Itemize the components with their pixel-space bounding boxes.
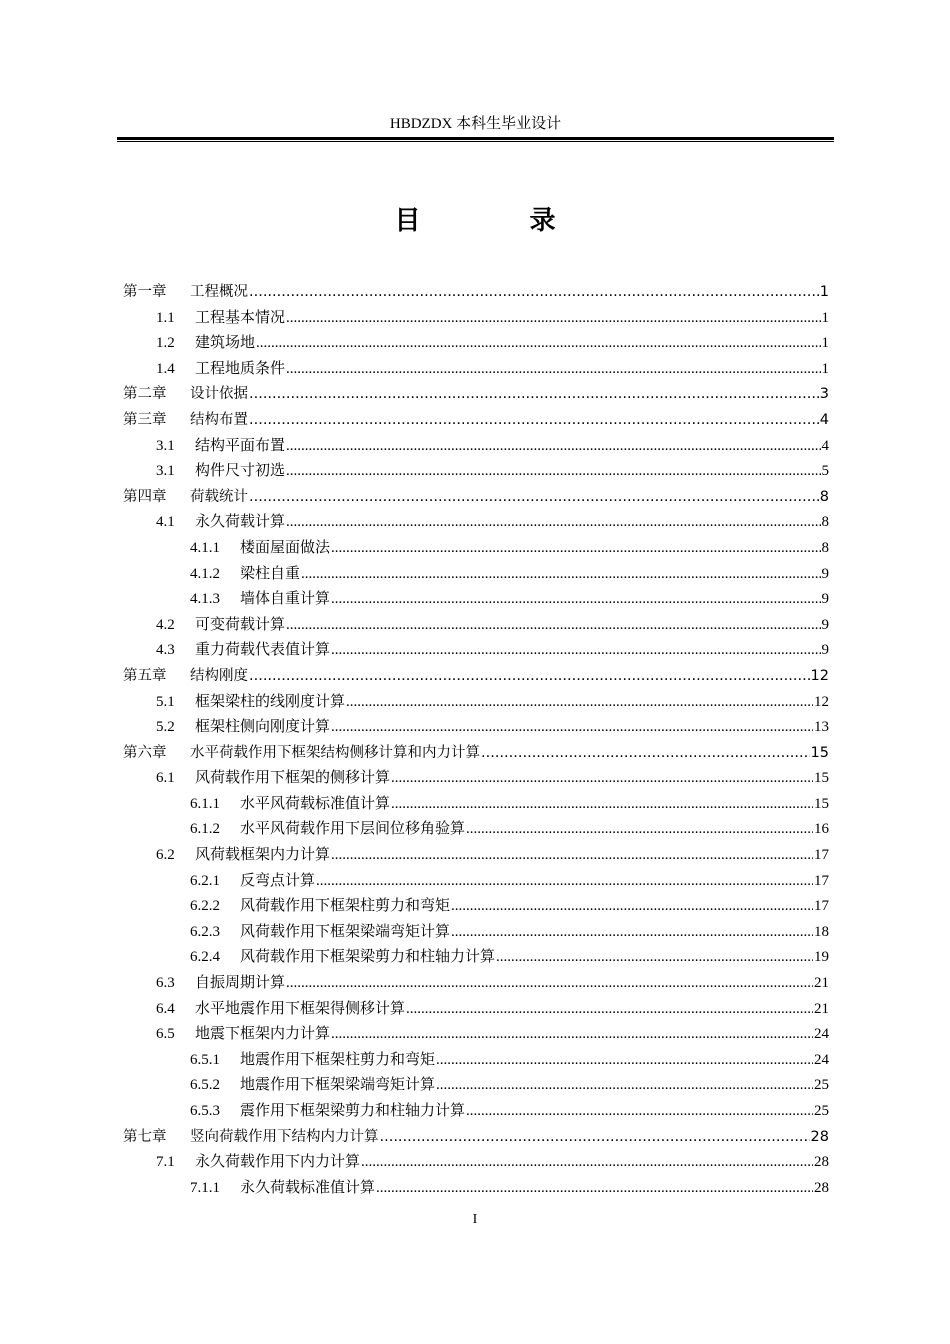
toc-dot-leader bbox=[346, 690, 813, 716]
toc-entry[interactable] bbox=[123, 817, 829, 843]
toc-dot-leader bbox=[451, 920, 813, 946]
toc-dot-leader bbox=[380, 1125, 810, 1151]
toc-entry-page: 24 bbox=[814, 1051, 829, 1068]
toc-entry[interactable] bbox=[123, 485, 829, 511]
toc-entry-number: 第五章 bbox=[123, 667, 167, 684]
toc-entry[interactable] bbox=[123, 306, 829, 332]
toc-dot-leader bbox=[286, 434, 820, 460]
toc-dot-leader bbox=[466, 817, 813, 843]
toc-dot-leader bbox=[361, 1150, 813, 1176]
toc-entry-title: 风荷载作用下框架梁端弯矩计算 bbox=[240, 923, 451, 940]
toc-entry-title: 风荷载作用下框架柱剪力和弯矩 bbox=[240, 898, 451, 915]
toc-entry-page: 12 bbox=[810, 667, 829, 684]
toc-entry[interactable] bbox=[123, 715, 829, 741]
toc-dot-leader bbox=[301, 562, 820, 588]
toc-entry-page: 5 bbox=[821, 463, 829, 480]
toc-entry-title: 可变荷载计算 bbox=[195, 616, 286, 633]
toc-entry[interactable] bbox=[123, 536, 829, 562]
toc-entry-number: 1.4 bbox=[156, 360, 175, 377]
toc-entry-title: 反弯点计算 bbox=[240, 872, 316, 889]
toc-entry[interactable] bbox=[123, 690, 829, 716]
toc-entry[interactable] bbox=[123, 562, 829, 588]
toc-dot-leader bbox=[496, 945, 813, 971]
toc-dot-leader bbox=[331, 715, 813, 741]
toc-entry-number: 第七章 bbox=[123, 1128, 167, 1145]
toc-entry-number: 3.1 bbox=[156, 437, 175, 454]
toc-entry-number: 6.4 bbox=[156, 1000, 175, 1017]
toc-entry[interactable] bbox=[123, 638, 829, 664]
toc-entry[interactable] bbox=[123, 843, 829, 869]
toc-entry-page: 17 bbox=[814, 847, 829, 864]
toc-entry[interactable] bbox=[123, 408, 829, 434]
toc-entry-number: 4.1 bbox=[156, 514, 175, 531]
toc-entry-page: 15 bbox=[810, 744, 829, 761]
toc-entry-title: 重力荷载代表值计算 bbox=[195, 642, 331, 659]
toc-entry-title: 地震下框架内力计算 bbox=[195, 1026, 331, 1043]
toc-dot-leader bbox=[256, 331, 820, 357]
toc-entry-title: 梁柱自重 bbox=[240, 565, 301, 582]
toc-entry-number: 6.2.2 bbox=[190, 898, 220, 915]
toc-entry-number: 第二章 bbox=[123, 386, 167, 403]
toc-dot-leader bbox=[436, 1048, 813, 1074]
toc-entry[interactable] bbox=[123, 510, 829, 536]
toc-entry-page: 17 bbox=[814, 872, 829, 889]
toc-dot-leader bbox=[249, 664, 810, 690]
toc-dot-leader bbox=[331, 638, 820, 664]
toc-dot-leader bbox=[466, 1099, 813, 1125]
toc-entry-title: 结构平面布置 bbox=[195, 437, 286, 454]
toc-entry-page: 21 bbox=[814, 975, 829, 992]
toc-entry-page: 1 bbox=[821, 335, 829, 352]
toc-entry-page: 4 bbox=[821, 437, 829, 454]
toc-dot-leader bbox=[286, 459, 820, 485]
toc-entry-title: 墙体自重计算 bbox=[240, 591, 331, 608]
toc-entry-number: 3.1 bbox=[156, 463, 175, 480]
toc-entry-title: 结构刚度 bbox=[190, 667, 248, 684]
toc-entry-page: 4 bbox=[819, 411, 829, 428]
toc-entry-page: 8 bbox=[821, 514, 829, 531]
toc-entry-title: 结构布置 bbox=[190, 411, 248, 428]
toc-entry[interactable] bbox=[123, 1022, 829, 1048]
running-header: HBDZDX 本科生毕业设计 bbox=[389, 116, 562, 132]
toc-entry-title: 地震作用下框架梁端弯矩计算 bbox=[240, 1077, 436, 1094]
toc-entry[interactable] bbox=[123, 971, 829, 997]
toc-entry-number: 6.5 bbox=[156, 1026, 175, 1043]
toc-entry-number: 4.1.2 bbox=[190, 565, 220, 582]
toc-entry[interactable] bbox=[123, 766, 829, 792]
toc-dot-leader bbox=[331, 1022, 813, 1048]
toc-entry-page: 21 bbox=[814, 1000, 829, 1017]
toc-entry-page: 15 bbox=[814, 770, 829, 787]
toc-entry-title: 风荷载作用下框架的侧移计算 bbox=[195, 770, 391, 787]
toc-dot-leader bbox=[286, 510, 820, 536]
toc-entry[interactable] bbox=[123, 920, 829, 946]
toc-dot-leader bbox=[391, 792, 813, 818]
toc-entry-title: 风荷载作用下框架梁剪力和柱轴力计算 bbox=[240, 949, 496, 966]
table-of-contents bbox=[123, 280, 829, 1201]
toc-entry-title: 水平风荷载标准值计算 bbox=[240, 795, 391, 812]
toc-entry-page: 1 bbox=[821, 309, 829, 326]
toc-entry-number: 5.1 bbox=[156, 693, 175, 710]
toc-entry-page: 9 bbox=[821, 642, 829, 659]
toc-entry[interactable] bbox=[123, 613, 829, 639]
toc-entry-number: 7.1.1 bbox=[190, 1179, 220, 1196]
toc-entry-page: 8 bbox=[821, 539, 829, 556]
toc-entry-title: 水平荷载作用下框架结构侧移计算和内力计算 bbox=[190, 744, 480, 761]
toc-entry-page: 9 bbox=[821, 616, 829, 633]
toc-entry-page: 3 bbox=[819, 386, 829, 403]
toc-entry-title: 永久荷载标准值计算 bbox=[240, 1179, 376, 1196]
toc-title: 目 录 bbox=[394, 206, 606, 236]
toc-dot-leader bbox=[331, 843, 813, 869]
header-rule-thin bbox=[117, 141, 834, 142]
toc-entry[interactable] bbox=[123, 741, 829, 767]
toc-entry-title: 水平风荷载作用下层间位移角验算 bbox=[240, 821, 466, 838]
toc-entry-number: 第六章 bbox=[123, 744, 167, 761]
toc-entry-title: 框架柱侧向刚度计算 bbox=[195, 719, 331, 736]
toc-entry-title: 建筑场地 bbox=[195, 335, 256, 352]
toc-entry-title: 水平地震作用下框架得侧移计算 bbox=[195, 1000, 406, 1017]
toc-entry[interactable] bbox=[123, 331, 829, 357]
toc-dot-leader bbox=[451, 894, 813, 920]
toc-entry[interactable] bbox=[123, 1048, 829, 1074]
toc-entry-title: 竖向荷载作用下结构内力计算 bbox=[190, 1128, 379, 1145]
toc-entry[interactable] bbox=[123, 1176, 829, 1202]
toc-entry-title: 永久荷载计算 bbox=[195, 514, 286, 531]
toc-entry-page: 17 bbox=[814, 898, 829, 915]
toc-entry[interactable] bbox=[123, 280, 829, 306]
toc-entry-title: 工程地质条件 bbox=[195, 360, 286, 377]
toc-entry[interactable] bbox=[123, 997, 829, 1023]
toc-entry-title: 设计依据 bbox=[190, 386, 248, 403]
toc-dot-leader bbox=[286, 613, 820, 639]
toc-entry-number: 第一章 bbox=[123, 284, 167, 300]
toc-entry-title: 工程基本情况 bbox=[195, 309, 286, 326]
toc-entry-number: 6.1 bbox=[156, 770, 175, 787]
toc-dot-leader bbox=[391, 766, 813, 792]
toc-entry-page: 25 bbox=[814, 1103, 829, 1119]
toc-entry-title: 风荷载框架内力计算 bbox=[195, 847, 331, 864]
toc-entry-page: 9 bbox=[821, 591, 829, 608]
toc-entry-number: 6.2.4 bbox=[190, 949, 220, 966]
toc-entry[interactable] bbox=[123, 1073, 829, 1099]
toc-entry[interactable] bbox=[123, 869, 829, 895]
toc-entry-number: 6.2.1 bbox=[190, 872, 220, 889]
toc-entry-number: 6.5.1 bbox=[190, 1051, 220, 1068]
toc-entry-title: 震作用下框架梁剪力和柱轴力计算 bbox=[240, 1103, 466, 1119]
toc-entry-number: 4.2 bbox=[156, 616, 175, 633]
toc-entry-number: 第四章 bbox=[123, 488, 167, 505]
toc-entry[interactable] bbox=[123, 1099, 829, 1125]
toc-entry-number: 4.1.3 bbox=[190, 591, 220, 608]
toc-entry-title: 永久荷载作用下内力计算 bbox=[195, 1154, 361, 1171]
toc-entry-number: 1.1 bbox=[156, 309, 175, 326]
toc-entry-number: 6.1.1 bbox=[190, 795, 220, 812]
toc-entry[interactable] bbox=[123, 357, 829, 383]
header-rule-thick bbox=[117, 137, 834, 140]
toc-entry[interactable] bbox=[123, 459, 829, 485]
toc-entry-title: 荷载统计 bbox=[190, 488, 248, 505]
toc-entry-number: 4.3 bbox=[156, 642, 175, 659]
toc-dot-leader bbox=[249, 408, 819, 434]
toc-entry-title: 地震作用下框架柱剪力和弯矩 bbox=[240, 1051, 436, 1068]
toc-entry-number: 6.5.2 bbox=[190, 1077, 220, 1094]
toc-dot-leader bbox=[481, 741, 810, 767]
toc-entry[interactable] bbox=[123, 1150, 829, 1176]
toc-entry-page: 28 bbox=[814, 1179, 829, 1196]
toc-entry-title: 构件尺寸初选 bbox=[195, 463, 286, 480]
toc-dot-leader bbox=[286, 357, 820, 383]
toc-entry[interactable] bbox=[123, 664, 829, 690]
toc-entry-number: 6.1.2 bbox=[190, 821, 220, 838]
toc-dot-leader bbox=[436, 1073, 813, 1099]
toc-entry-page: 12 bbox=[814, 693, 829, 710]
toc-entry[interactable] bbox=[123, 792, 829, 818]
toc-entry-title: 工程概况 bbox=[190, 284, 248, 300]
toc-entry-number: 第三章 bbox=[123, 411, 167, 428]
toc-entry[interactable] bbox=[123, 1125, 829, 1151]
toc-entry-title: 楼面屋面做法 bbox=[240, 539, 331, 556]
toc-entry-page: 24 bbox=[814, 1026, 829, 1043]
toc-dot-leader bbox=[249, 280, 819, 306]
page-number: I bbox=[472, 1212, 478, 1227]
toc-dot-leader bbox=[286, 971, 813, 997]
toc-entry-title: 框架梁柱的线刚度计算 bbox=[195, 693, 346, 710]
toc-dot-leader bbox=[249, 382, 819, 408]
toc-dot-leader bbox=[316, 869, 813, 895]
toc-entry-page: 9 bbox=[821, 565, 829, 582]
toc-entry[interactable] bbox=[123, 587, 829, 613]
toc-entry-page: 28 bbox=[814, 1154, 829, 1171]
toc-entry-number: 6.5.3 bbox=[190, 1103, 220, 1119]
toc-entry-number: 6.2 bbox=[156, 847, 175, 864]
toc-entry-number: 7.1 bbox=[156, 1154, 175, 1171]
toc-entry-page: 13 bbox=[814, 719, 829, 736]
toc-dot-leader bbox=[406, 997, 813, 1023]
toc-entry-page: 18 bbox=[814, 923, 829, 940]
toc-entry[interactable] bbox=[123, 382, 829, 408]
toc-entry[interactable] bbox=[123, 894, 829, 920]
toc-dot-leader bbox=[249, 485, 819, 511]
toc-entry-page: 19 bbox=[814, 949, 829, 966]
toc-dot-leader bbox=[286, 306, 820, 332]
toc-entry-page: 1 bbox=[821, 360, 829, 377]
toc-entry[interactable] bbox=[123, 945, 829, 971]
toc-entry-page: 25 bbox=[814, 1077, 829, 1094]
toc-entry-title: 自振周期计算 bbox=[195, 975, 286, 992]
toc-entry-number: 6.2.3 bbox=[190, 923, 220, 940]
toc-dot-leader bbox=[376, 1176, 813, 1202]
toc-entry-number: 4.1.1 bbox=[190, 539, 220, 556]
toc-entry-number: 6.3 bbox=[156, 975, 175, 992]
toc-entry-page: 8 bbox=[819, 488, 829, 505]
toc-entry-number: 1.2 bbox=[156, 335, 175, 352]
toc-dot-leader bbox=[331, 587, 820, 613]
toc-entry[interactable] bbox=[123, 434, 829, 460]
toc-entry-page: 15 bbox=[814, 795, 829, 812]
toc-entry-page: 28 bbox=[810, 1128, 829, 1145]
toc-dot-leader bbox=[331, 536, 820, 562]
toc-entry-page: 16 bbox=[814, 821, 829, 838]
toc-entry-page: 1 bbox=[819, 284, 829, 300]
toc-entry-number: 5.2 bbox=[156, 719, 175, 736]
